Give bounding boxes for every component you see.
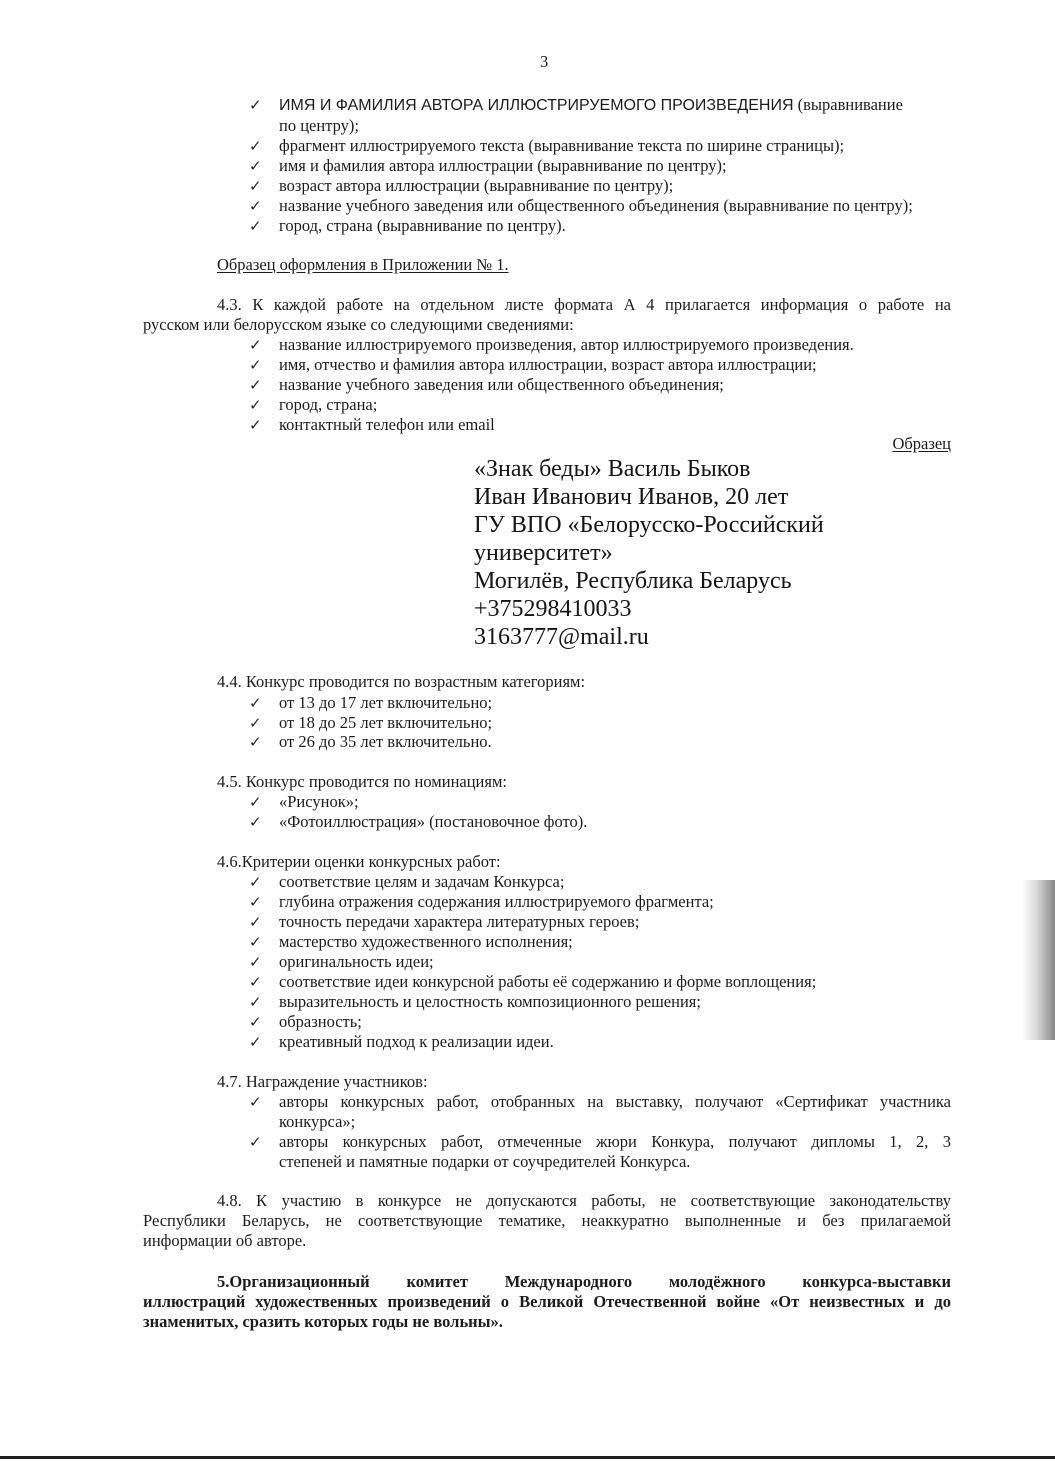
list-item-continuation: по центру); (279, 116, 359, 135)
check-icon (249, 136, 262, 156)
check-icon (249, 335, 262, 355)
list-item-continuation: конкурса»; (279, 1112, 356, 1131)
check-icon (249, 355, 262, 375)
paragraph-line: 4.3. К каждой работе на отдельном листе формата А 4 прилагается информация о работе на (217, 295, 951, 314)
check-icon (249, 792, 262, 812)
section-heading: 4.4. Конкурс проводится по возрастным категориям: (217, 672, 586, 691)
list-item: имя, отчество и фамилия автора иллюстрации, возраст автора иллюстрации; (279, 355, 817, 374)
check-icon (249, 1032, 262, 1052)
sample-line: «Знак беды» Василь Быков (474, 456, 751, 482)
list-item: точность передачи характера литературных героев; (279, 912, 640, 931)
check-icon (249, 912, 262, 932)
list-item: от 18 до 25 лет включительно; (279, 713, 493, 732)
sample-line: университет» (474, 540, 613, 566)
check-icon (249, 216, 262, 236)
list-item: «Фотоиллюстрация» (постановочное фото). (279, 812, 588, 831)
paragraph-line: информации об авторе. (143, 1231, 307, 1250)
list-item: авторы конкурсных работ, отмеченные жюри Конкура, получают дипломы 1, 2, 3 (279, 1132, 951, 1151)
list-item: креативный подход к реализации идеи. (279, 1032, 554, 1051)
paragraph-line: русском или белорусском языке со следующими сведениями: (143, 315, 574, 334)
sample-line: Могилёв, Республика Беларусь (474, 568, 792, 594)
list-item: город, страна; (279, 395, 378, 414)
list-item: авторы конкурсных работ, отобранных на выставку, получают «Сертификат участника (279, 1092, 951, 1111)
list-item: выразительность и целостность композиционного решения; (279, 992, 701, 1011)
check-icon (249, 395, 262, 415)
list-item: имя и фамилия автора иллюстрации (выравнивание по центру); (279, 156, 727, 175)
list-item-continuation: степеней и памятные подарки от соучредителей Конкурса. (279, 1152, 691, 1171)
check-icon (249, 693, 262, 713)
check-icon (249, 872, 262, 892)
sample-line: ГУ ВПО «Белорусско-Российский (474, 512, 824, 538)
check-icon (249, 1132, 262, 1152)
check-icon (249, 732, 262, 752)
list-item: оригинальность идеи; (279, 952, 434, 971)
list-item-rest: (выравнивание (797, 95, 903, 114)
list-item: «Рисунок»; (279, 792, 359, 811)
list-item: мастерство художественного исполнения; (279, 932, 573, 951)
check-icon (249, 812, 262, 832)
list-item: название иллюстрируемого произведения, автор иллюстрируемого произведения. (279, 335, 854, 354)
page-number: 3 (540, 52, 549, 71)
list-item: от 13 до 17 лет включительно; (279, 693, 493, 712)
section-heading: 4.6.Критерии оценки конкурсных работ: (217, 852, 501, 871)
sample-line: 3163777@mail.ru (474, 624, 649, 650)
list-item: контактный телефон или email (279, 415, 495, 434)
sample-line: +375298410033 (474, 596, 632, 622)
list-item: образность; (279, 1012, 362, 1031)
list-item: город, страна (выравнивание по центру). (279, 216, 566, 235)
list-item: возраст автора иллюстрации (выравнивание по центру); (279, 176, 674, 195)
scan-shadow (1022, 880, 1055, 1040)
sample-label: Образец (892, 434, 951, 453)
list-item: соответствие идеи конкурсной работы её содержанию и форме воплощения; (279, 972, 817, 991)
check-icon (249, 892, 262, 912)
check-icon (249, 95, 262, 115)
sample-line: Иван Иванович Иванов, 20 лет (474, 484, 789, 510)
list-item: от 26 до 35 лет включительно. (279, 732, 492, 751)
list-item-caps: ИМЯ И ФАМИЛИЯ АВТОРА ИЛЛЮСТРИРУЕМОГО ПРОИЗВЕДЕНИЯ (279, 97, 794, 114)
list-item: название учебного заведения или общественного объединения; (279, 375, 724, 394)
bold-heading-line: иллюстраций художественных произведений о Великой Отечественной войне «От неизвестных и до (143, 1292, 951, 1311)
paragraph-line: Республики Беларусь, не соответствующие тематике, неаккуратно выполненные и без прилагаемой (143, 1211, 951, 1230)
scan-bottom-edge (0, 1456, 1055, 1459)
check-icon (249, 713, 262, 733)
check-icon (249, 375, 262, 395)
bold-heading-line: 5.Организационный комитет Международного молодёжного конкурса-выставки (217, 1272, 951, 1291)
check-icon (249, 932, 262, 952)
sample-note: Образец оформления в Приложении № 1. (217, 255, 509, 274)
paragraph-line: 4.8. К участию в конкурсе не допускаются работы, не соответствующие законодательству (217, 1191, 951, 1210)
bold-heading-line: знаменитых, сразить которых годы не вольны». (143, 1312, 503, 1331)
check-icon (249, 972, 262, 992)
check-icon (249, 952, 262, 972)
list-item: соответствие целям и задачам Конкурса; (279, 872, 565, 891)
check-icon (249, 1092, 262, 1112)
list-item (279, 95, 903, 115)
check-icon (249, 196, 262, 216)
check-icon (249, 415, 262, 435)
section-heading: 4.5. Конкурс проводится по номинациям: (217, 772, 507, 791)
section-heading: 4.7. Награждение участников: (217, 1072, 428, 1091)
check-icon (249, 992, 262, 1012)
check-icon (249, 1012, 262, 1032)
list-item: фрагмент иллюстрируемого текста (выравнивание текста по ширине страницы); (279, 136, 845, 155)
list-item: название учебного заведения или общественного объединения (выравнивание по центру); (279, 196, 913, 215)
check-icon (249, 156, 262, 176)
list-item: глубина отражения содержания иллюстрируемого фрагмента; (279, 892, 714, 911)
check-icon (249, 176, 262, 196)
